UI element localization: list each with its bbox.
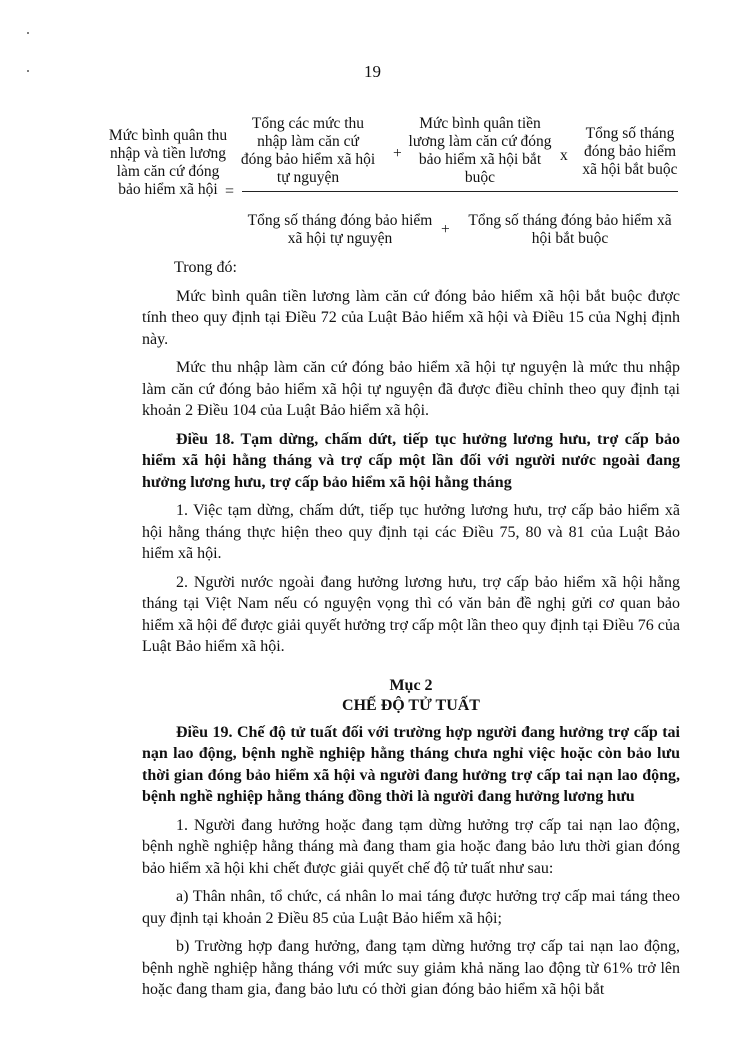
- article-19-clause-1: 1. Người đang hưởng hoặc đang tạm dừng hưởng trợ cấp tai nạn lao động, bệnh nghề nghiệp hằng tháng mà đang tham gia hoặc đang bảo lưu thời gian đóng bảo hiểm xã hội khi chết được giải quyết chế độ tử tuất như sau:: [142, 816, 680, 877]
- fraction-bar: [242, 191, 678, 192]
- formula-numerator-term3: Tổng số tháng đóng bảo hiểm xã hội bắt buộc: [582, 125, 678, 178]
- formula-block: [100, 115, 700, 255]
- article-19-point-a: a) Thân nhân, tổ chức, cá nhân lo mai táng được hưởng trợ cấp mai táng theo quy định tại khoản 2 Điều 85 của Luật Bảo hiểm xã hội;: [142, 888, 680, 927]
- page-number: 19: [364, 62, 381, 81]
- section-label: Mục 2: [389, 676, 433, 694]
- formula-plus-operator: +: [441, 221, 450, 238]
- article-18-title: Điều 18. Tạm dừng, chấm dứt, tiếp tục hưởng lương hưu, trợ cấp bảo hiểm xã hội hằng tháng và trợ cấp một lần đối với người nước ngoài đang hưởng lương hưu, trợ cấp bảo hiểm xã hội hằng tháng: [142, 430, 680, 491]
- formula-numerator-term1: Tổng các mức thu nhập làm căn cứ đóng bảo hiểm xã hội tự nguyện: [240, 115, 376, 186]
- article-18-clause-1: 1. Việc tạm dừng, chấm dứt, tiếp tục hưởng lương hưu, trợ cấp bảo hiểm xã hội hằng tháng thực hiện theo quy định tại các Điều 75, 80 và 81 của Luật Bảo hiểm xã hội.: [142, 502, 680, 562]
- formula-plus-operator: +: [393, 145, 402, 162]
- formula-numerator-term2: Mức bình quân tiền lương làm căn cứ đóng bảo hiểm xã hội bắt buộc: [408, 115, 552, 186]
- formula-times-operator: x: [560, 147, 568, 164]
- formula-equals: =: [225, 183, 235, 200]
- formula-denominator-term1: Tổng số tháng đóng bảo hiểm xã hội tự nguyện: [247, 212, 433, 247]
- article-19-title: Điều 19. Chế độ tử tuất đối với trường hợp người đang hưởng trợ cấp tai nạn lao động, bệnh nghề nghiệp hằng tháng chưa nghỉ việc hoặc còn bảo lưu thời gian đóng bảo hiểm xã hội và người đang hưởng trợ cấp tai nạn lao động, bệnh nghề nghiệp hằng tháng đồng thời là người đang hưởng lương hưu: [142, 723, 680, 805]
- paragraph: Mức bình quân tiền lương làm căn cứ đóng bảo hiểm xã hội bắt buộc được tính theo quy định tại Điều 72 của Luật Bảo hiểm xã hội và Điều 15 của Nghị định này.: [142, 287, 680, 348]
- paragraph: Mức thu nhập làm căn cứ đóng bảo hiểm xã hội tự nguyện là mức thu nhập làm căn cứ đóng bảo hiểm xã hội tự nguyện đã được điều chỉnh theo quy định tại khoản 2 Điều 104 của Luật Bảo hiểm xã hội.: [142, 359, 680, 419]
- article-18-clause-2: 2. Người nước ngoài đang hưởng lương hưu, trợ cấp bảo hiểm xã hội hằng tháng tại Việt Nam nếu có nguyện vọng thì có văn bản đề nghị gửi cơ quan bảo hiểm xã hội để được giải quyết hưởng trợ cấp một lần theo quy định tại Điều 76 của Luật Bảo hiểm xã hội.: [142, 573, 680, 655]
- formula-denominator-term2: Tổng số tháng đóng bảo hiểm xã hội bắt buộc: [468, 212, 672, 247]
- article-19-point-b: b) Trường hợp đang hưởng, đang tạm dừng hưởng trợ cấp tai nạn lao động, bệnh nghề nghiệp hằng tháng với mức suy giảm khả năng lao động từ 61% trở lên hoặc đang tham gia, đang bảo lưu có thời gian đóng bảo hiểm xã hội bắt: [142, 938, 680, 998]
- document-body: [142, 257, 680, 1008]
- where-label: Trong đó:: [174, 259, 237, 276]
- scan-speck: [27, 32, 29, 34]
- section-heading: [142, 676, 680, 716]
- section-title: CHẾ ĐỘ TỬ TUẤT: [342, 696, 480, 714]
- formula-lhs: Mức bình quân thu nhập và tiền lương làm căn cứ đóng bảo hiểm xã hội: [108, 127, 228, 198]
